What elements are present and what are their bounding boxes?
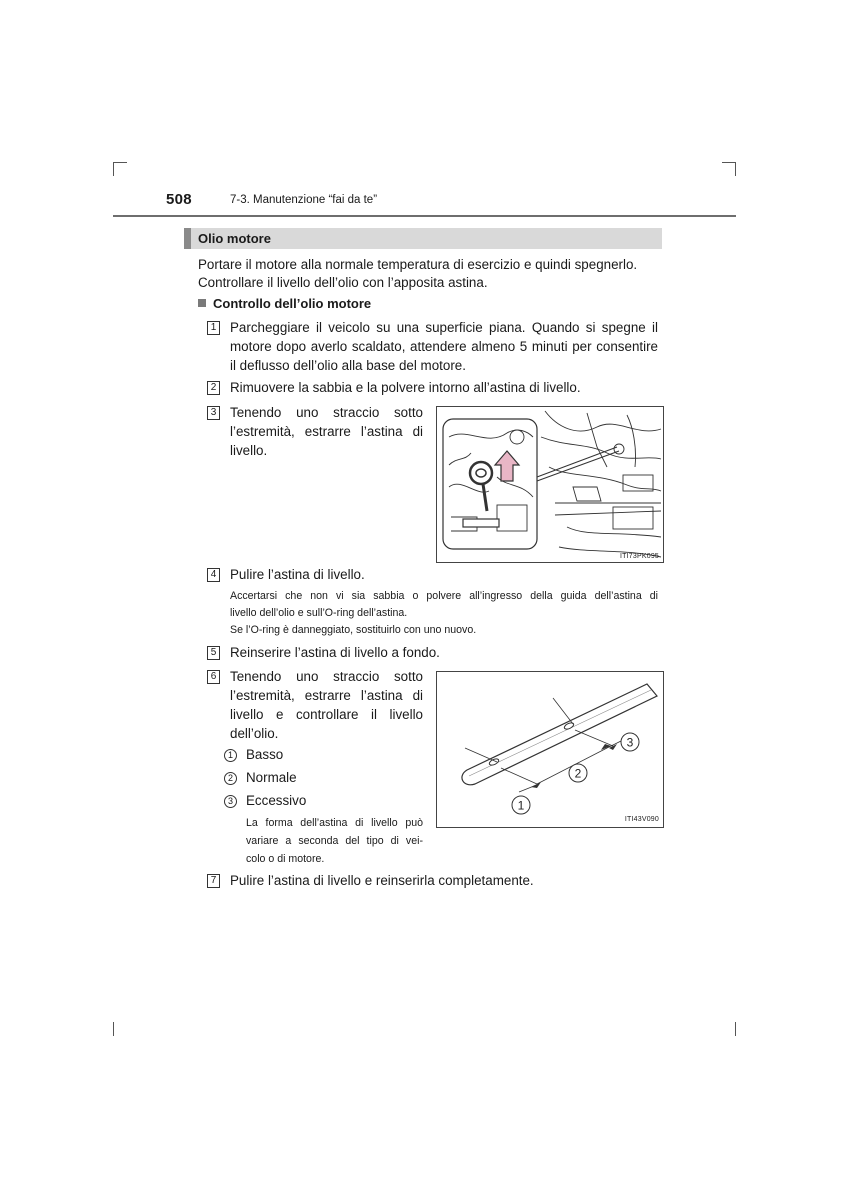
step-number-1: 1 (207, 321, 220, 335)
step-6-line-4: dell’olio. (230, 726, 279, 741)
crop-mark-top-right-h (722, 162, 736, 163)
engine-illustration (437, 407, 663, 562)
chapter-title: 7-3. Manutenzione “fai da te” (230, 194, 378, 206)
engine-figure-code: ITI73PK095 (620, 553, 659, 560)
step-4-note-3: Se l’O-ring è danneggiato, sostituirlo con uno nuovo. (230, 624, 477, 636)
intro-line-1: Portare il motore alla normale temperatura di esercizio e quindi spegnerlo. (198, 257, 638, 272)
step-number-6: 6 (207, 670, 220, 684)
section-heading: Olio motore (184, 228, 662, 249)
square-bullet-icon (198, 299, 206, 307)
level-label-basso: Basso (246, 747, 284, 762)
subsection-title: Controllo dell’olio motore (213, 296, 372, 311)
step-6-note-3: colo o di motore. (246, 853, 325, 865)
step-4-line-1: Pulire l’astina di livello. (230, 567, 365, 582)
step-6-line-1: Tenendo uno straccio sotto (230, 669, 423, 684)
step-6-note-2: variare a seconda del tipo di vei- (246, 835, 423, 847)
engine-dipstick-figure (436, 406, 664, 563)
step-7-line-1: Pulire l’astina di livello e reinserirla completamente. (230, 873, 534, 888)
level-number-3: 3 (224, 795, 237, 808)
crop-mark-bottom-right (735, 1022, 736, 1036)
crop-mark-top-left-h (113, 162, 127, 163)
step-number-5: 5 (207, 646, 220, 660)
crop-mark-bottom-left (113, 1022, 114, 1036)
level-number-1: 1 (224, 749, 237, 762)
step-2-line-1: Rimuovere la sabbia e la polvere intorno all’astina di livello. (230, 380, 581, 395)
step-5-line-1: Reinserire l’astina di livello a fondo. (230, 645, 440, 660)
svg-text:1: 1 (517, 798, 525, 813)
crop-mark-top-right-v (735, 162, 736, 176)
step-number-2: 2 (207, 381, 220, 395)
step-number-7: 7 (207, 874, 220, 888)
page-number: 508 (166, 191, 192, 208)
intro-line-2: Controllare il livello dell’olio con l’apposita astina. (198, 275, 488, 290)
step-3-line-2: l’estremità, estrarre l’astina di (230, 424, 423, 439)
step-6-note-1: La forma dell’astina di livello può (246, 817, 423, 829)
step-4-note-2: livello dell’olio e sull’O-ring dell’astina. (230, 607, 408, 619)
step-3-line-3: livello. (230, 443, 268, 458)
step-6-line-2: l’estremità, estrarre l’astina di (230, 688, 423, 703)
level-label-normale: Normale (246, 770, 297, 785)
level-label-eccessivo: Eccessivo (246, 793, 307, 808)
step-6-line-3: livello e controllare il livello (230, 707, 423, 722)
subsection-heading (198, 296, 371, 311)
step-number-4: 4 (207, 568, 220, 582)
svg-text:2: 2 (574, 766, 582, 781)
crop-mark-top-left-v (113, 162, 114, 176)
step-number-3: 3 (207, 406, 220, 420)
dipstick-level-figure (436, 671, 664, 828)
step-1-line-2: motore dopo averlo scaldato, attendere almeno 5 minuti per consentire (230, 339, 658, 354)
step-1-line-1: Parcheggiare il veicolo su una superficie piana. Quando si spegne il (230, 320, 658, 335)
header-rule (113, 215, 736, 217)
dipstick-illustration (437, 672, 663, 827)
step-3-line-1: Tenendo uno straccio sotto (230, 405, 423, 420)
svg-text:3: 3 (626, 735, 634, 750)
step-4-note-1: Accertarsi che non vi sia sabbia o polvere all’ingresso della guida dell’astina di (230, 590, 658, 602)
step-1-line-3: il deflusso dell’olio alla base del motore. (230, 358, 466, 373)
dipstick-figure-code: ITI43V090 (624, 816, 659, 823)
level-number-2: 2 (224, 772, 237, 785)
